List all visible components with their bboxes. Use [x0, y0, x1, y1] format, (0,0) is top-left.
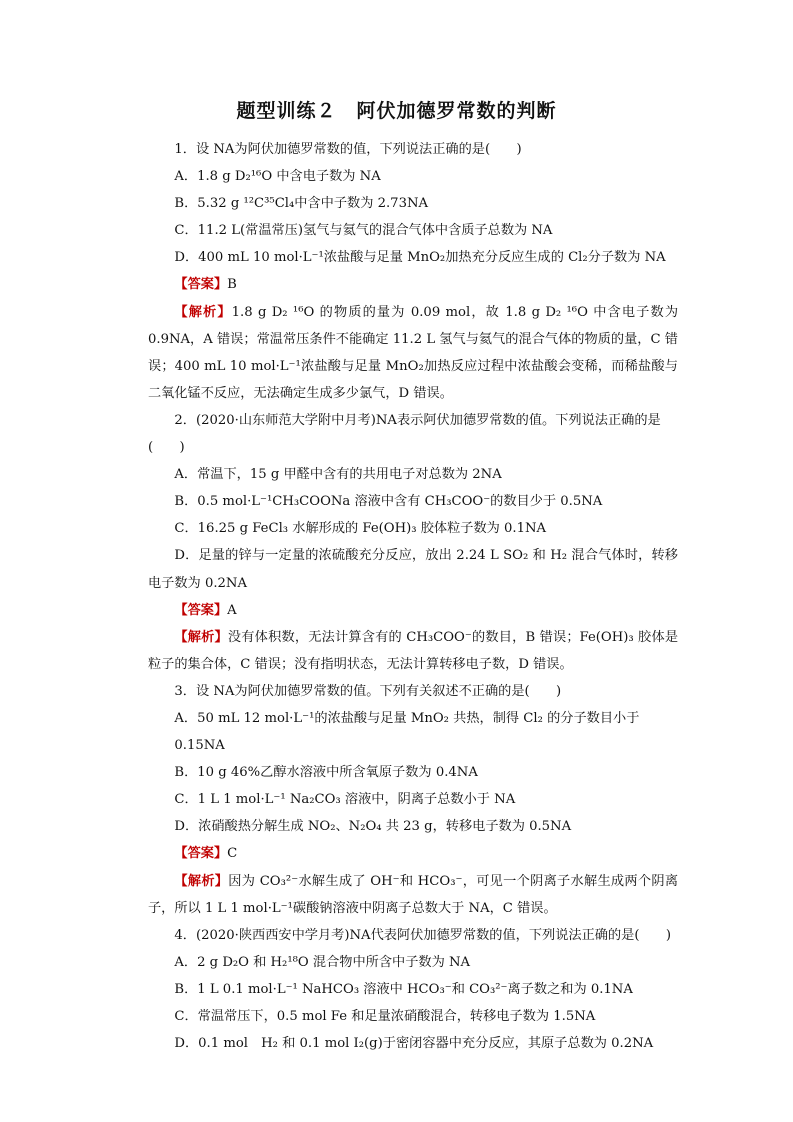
- option-b: B．0.5 mol·L⁻¹CH₃COONa 溶液中含有 CH₃COO⁻的数目少于 0.5NA: [174, 494, 603, 510]
- page-title: 题型训练２ 阿伏加德罗常数的判断: [236, 100, 557, 122]
- question-stem: 1．设 NA为阿伏加德罗常数的值，下列说法正确的是( ): [174, 142, 522, 157]
- explanation-text: 因为 CO₃²⁻水解生成了 OH⁻和 HCO₃⁻，可见一个阴离子水解生成两个阴离子，所以 1 L 1 mol·L⁻¹碳酸钠溶液中阴离子总数大于 NA，C 错误。: [148, 873, 679, 916]
- explanation-text: 1.8 g D₂ ¹⁶O 的物质的量为 0.09 mol，故 1.8 g D₂ ¹⁶O 中含电子数为 0.9NA，A 错误；常温常压条件不能确定 11.2 L 氢气与氦气的混合气体的物质的量，C 错误；400 mL 10 mol·L⁻¹浓盐酸与足量 MnO₂加热反应过程中浓盐酸会变稀，而稀盐酸与二氧化锰不反应，无法确定生成多少氯气，D 错误。: [148, 304, 679, 401]
- answer-line: [148, 597, 678, 624]
- option-b: B．10 g 46%乙醇水溶液中所含氧原子数为 0.4NA: [174, 765, 478, 781]
- option-a: A．1.8 g D₂¹⁶O 中含电子数为 NA: [174, 169, 381, 185]
- question-stem: 2．(2020·山东师范大学附中月考)NA表示阿伏加德罗常数的值。下列说法正确的是( ): [148, 412, 661, 456]
- answer-line: [148, 271, 678, 298]
- explanation-tag: 【解析】: [174, 629, 228, 645]
- option-a: A．2 g D₂O 和 H₂¹⁸O 混合物中所含中子数为 NA: [174, 954, 471, 970]
- question-stem: 3．设 NA为阿伏加德罗常数的值。下列有关叙述不正确的是( ): [174, 683, 562, 699]
- option-d: D．400 mL 10 mol·L⁻¹浓盐酸与足量 MnO₂加热充分反应生成的 Cl₂分子数为 NA: [174, 250, 666, 266]
- explanation-tag: 【解析】: [174, 304, 232, 320]
- answer-tag: 【答案】: [174, 846, 228, 862]
- explanation: [148, 868, 678, 922]
- explanation-tag: 【解析】: [174, 873, 229, 889]
- explanation-text: 没有体积数，无法计算含有的 CH₃COO⁻的数目，B 错误；Fe(OH)₃ 胶体是粒子的集合体，C 错误；没有指明状态，无法计算转移电子数，D 错误。: [148, 629, 679, 672]
- answer-value: A: [227, 602, 237, 618]
- question-list: [148, 136, 678, 1057]
- option-d: D．0.1 mol H₂ 和 0.1 mol I₂(g)于密闭容器中充分反应，其原子总数为 0.2NA: [174, 1036, 654, 1052]
- option-a: A．常温下，15 g 甲醛中含有的共用电子对总数为 2NA: [174, 467, 502, 483]
- question-stem: 4．(2020·陕西西安中学月考)NA代表阿伏加德罗常数的值，下列说法正确的是( ): [174, 927, 671, 943]
- option-a: A．50 mL 12 mol·L⁻¹的浓盐酸与足量 MnO₂ 共热，制得 Cl₂ 的分子数目小于 0.15NA: [174, 710, 640, 754]
- explanation: [148, 624, 678, 678]
- answer-tag: 【答案】: [174, 277, 228, 293]
- answer-value: B: [227, 277, 237, 293]
- answer-line: [148, 840, 678, 867]
- option-d: D．足量的锌与一定量的浓硫酸充分反应，放出 2.24 L SO₂ 和 H₂ 混合气体时，转移电子数为 0.2NA: [148, 548, 678, 591]
- option-c: C．11.2 L(常温常压)氢气与氦气的混合气体中含质子总数为 NA: [174, 223, 553, 239]
- answer-tag: 【答案】: [174, 602, 228, 618]
- option-b: B．1 L 0.1 mol·L⁻¹ NaHCO₃ 溶液中 HCO₃⁻和 CO₃²⁻离子数之和为 0.1NA: [174, 981, 633, 997]
- option-b: B．5.32 g ¹²C³⁵Cl₄中含中子数为 2.73NA: [174, 196, 429, 212]
- option-c: C．1 L 1 mol·L⁻¹ Na₂CO₃ 溶液中，阴离子总数小于 NA: [174, 792, 516, 808]
- option-c: C．常温常压下，0.5 mol Fe 和足量浓硝酸混合，转移电子数为 1.5NA: [174, 1009, 596, 1024]
- option-d: D．浓硝酸热分解生成 NO₂、N₂O₄ 共 23 g，转移电子数为 0.5NA: [174, 819, 572, 835]
- answer-value: C: [227, 846, 238, 862]
- option-c: C．16.25 g FeCl₃ 水解形成的 Fe(OH)₃ 胶体粒子数为 0.1NA: [174, 521, 547, 537]
- explanation: [148, 299, 678, 407]
